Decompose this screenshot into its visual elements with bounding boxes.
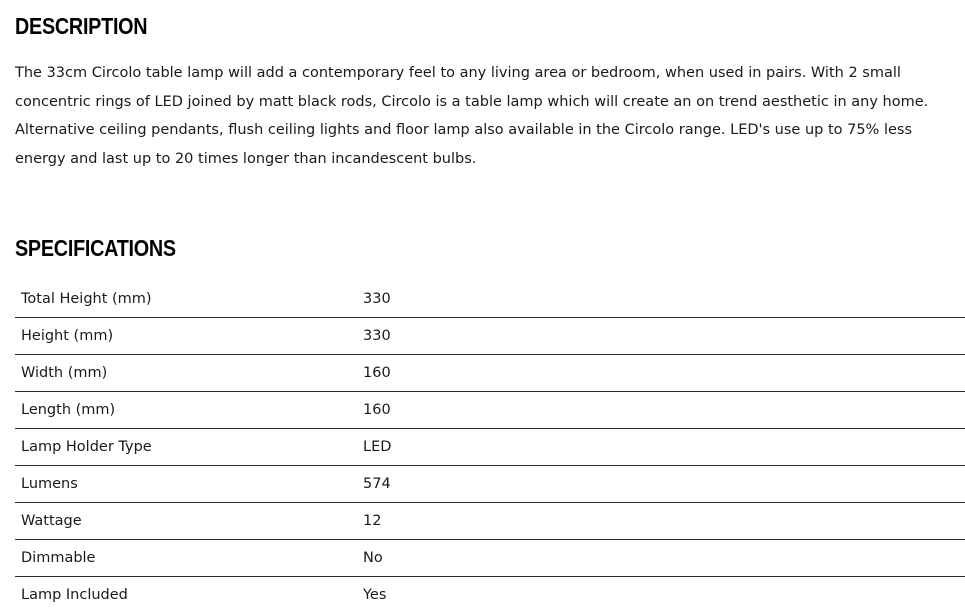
spec-row-lamp-holder-type	[15, 429, 965, 466]
spec-row-width	[15, 355, 965, 392]
spec-value: 330	[357, 281, 965, 318]
spec-label: Lumens	[15, 466, 357, 503]
spec-label: Lamp Included	[21, 587, 128, 603]
spec-row-dimmable	[15, 540, 965, 577]
spec-row-total-height	[15, 281, 965, 318]
spec-label: Lamp Holder Type	[15, 429, 357, 466]
description-text: The 33cm Circolo table lamp will add a contemporary feel to any living area or bedroom, when used in pairs. With 2 small concentric rings of LED joined by matt black rods, Circolo is a table lamp which will create an on trend aesthetic in any home. Alternative ceiling pendants, flush ceiling lights and floor lamp also available in the Circolo range. LED's use up to 75% less energy and last up to 20 times longer than incandescent bulbs.	[15, 65, 929, 167]
spec-row-lumens	[15, 466, 965, 503]
spec-row-wattage	[15, 503, 965, 540]
spec-row-length	[15, 392, 965, 429]
spec-value: Yes	[363, 587, 387, 603]
spec-value: No	[357, 540, 965, 577]
spec-value: 160	[357, 392, 965, 429]
spec-row-height	[15, 318, 965, 355]
spec-label: Length (mm)	[15, 392, 357, 429]
description-heading: DESCRIPTION	[15, 13, 148, 39]
spec-value: 574	[357, 466, 965, 503]
spec-value: 330	[357, 318, 965, 355]
spec-label: Width (mm)	[15, 355, 357, 392]
specifications-heading: SPECIFICATIONS	[15, 235, 176, 261]
spec-label: Wattage	[15, 503, 357, 540]
spec-label: Dimmable	[15, 540, 357, 577]
spec-label: Total Height (mm)	[15, 281, 357, 318]
spec-row-lamp-included	[15, 577, 965, 613]
spec-value: 12	[357, 503, 965, 540]
specifications-table	[15, 281, 965, 613]
spec-value: LED	[357, 429, 965, 466]
spec-label: Height (mm)	[15, 318, 357, 355]
spec-value: 160	[357, 355, 965, 392]
